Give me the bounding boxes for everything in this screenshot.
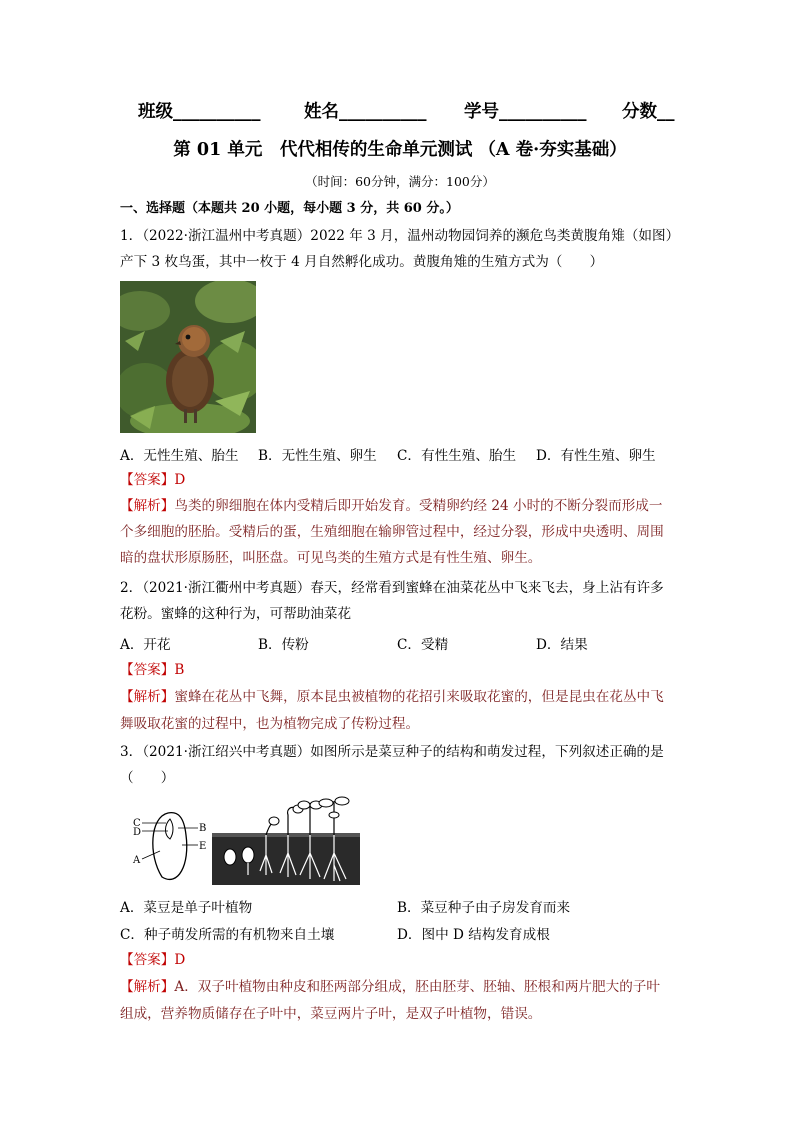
q1-answer xyxy=(120,470,185,490)
score-field: 分数__ xyxy=(622,102,675,122)
q1-stem-line2: 产下 3 枚鸟蛋，其中一枚于 4 月自然孵化成功。黄腹角雉的生殖方式为（ ） xyxy=(120,254,604,270)
q1-option-a: A．无性生殖、胎生 xyxy=(120,448,239,464)
q1-stem-line1: 1．（2022·浙江温州中考真题）2022 年 3 月，温州动物园饲养的濒危鸟类黄腹角雉（如图） xyxy=(120,228,680,244)
q2-analysis-line1: 【解析】蜜蜂在花丛中飞舞，原本昆虫被植物的花招引来吸取花蜜的，但是昆虫在花丛中飞 xyxy=(120,689,664,705)
q3-option-c: C．种子萌发所需的有机物来自土壤 xyxy=(120,927,335,943)
label-c: C xyxy=(133,818,141,829)
q2-analysis-line2: 舞吸取花蜜的过程中，也为植物完成了传粉过程。 xyxy=(120,716,420,732)
q3-answer xyxy=(120,950,185,970)
q3-analysis-line1: 【解析】A．双子叶植物由种皮和胚两部分组成，胚由胚芽、胚轴、胚根和两片肥大的子叶 xyxy=(120,979,660,995)
class-field: 班级__________ xyxy=(138,102,261,122)
analysis-label: 【解析】 xyxy=(120,979,175,995)
label-a: A xyxy=(133,855,141,866)
q1-analysis-line2: 个多细胞的胚胎。受精后的蛋，生殖细胞在输卵管过程中，经过分裂，形成中央透明、周围 xyxy=(120,524,664,540)
q1-option-b: B．无性生殖、卵生 xyxy=(258,448,377,464)
page-title: 第 01 单元 代代相传的生命单元测试 （A 卷·夯实基础） xyxy=(173,140,627,160)
q1-analysis-line1: 【解析】鸟类的卵细胞在体内受精后即开始发育。受精卵约经 24 小时的不断分裂而形成一 xyxy=(120,498,663,514)
seed-germination-diagram xyxy=(120,795,360,885)
exam-time-info: （时间：60分钟，满分：100分） xyxy=(305,174,495,189)
analysis-label: 【解析】 xyxy=(120,498,175,514)
analysis-label: 【解析】 xyxy=(120,689,175,705)
label-d: D xyxy=(133,827,142,838)
answer-value: D xyxy=(174,472,186,488)
q3-option-a: A．菜豆是单子叶植物 xyxy=(120,900,253,916)
answer-value: D xyxy=(174,952,186,968)
section-heading: 一、选择题（本题共 20 小题，每小题 3 分，共 60 分。） xyxy=(120,201,459,216)
answer-label: 【答案】 xyxy=(120,662,175,678)
q2-answer xyxy=(120,660,184,680)
pheasant-chick-photo xyxy=(120,281,256,433)
label-e: E xyxy=(199,841,207,852)
q2-stem-line2: 花粉。蜜蜂的这种行为，可帮助油菜花 xyxy=(120,606,352,622)
q1-analysis-line3: 暗的盘状形原肠胚，叫胚盘。可见鸟类的生殖方式是有性生殖、卵生。 xyxy=(120,550,542,566)
q2-option-d: D．结果 xyxy=(536,637,588,653)
q3-stem-line1: 3．（2021·浙江绍兴中考真题）如图所示是菜豆种子的结构和萌发过程，下列叙述正确的是 xyxy=(120,744,664,760)
q2-option-b: B．传粉 xyxy=(258,637,309,653)
answer-label: 【答案】 xyxy=(120,472,175,488)
q3-option-d: D．图中 D 结构发育成根 xyxy=(397,927,550,943)
student-id-field: 学号__________ xyxy=(464,102,587,122)
q1-option-c: C．有性生殖、胎生 xyxy=(397,448,517,464)
q2-option-a: A．开花 xyxy=(120,637,171,653)
q1-option-d: D．有性生殖、卵生 xyxy=(536,448,656,464)
q2-option-c: C．受精 xyxy=(397,637,449,653)
label-b: B xyxy=(199,823,207,834)
q3-option-b: B．菜豆种子由子房发育而来 xyxy=(397,900,571,916)
name-field: 姓名__________ xyxy=(304,102,427,122)
q2-stem-line1: 2．（2021·浙江衢州中考真题）春天，经常看到蜜蜂在油菜花丛中飞来飞去，身上沾有许多 xyxy=(120,580,664,596)
answer-value: B xyxy=(174,662,185,678)
answer-label: 【答案】 xyxy=(120,952,175,968)
q3-stem-line2: （ ） xyxy=(120,770,175,786)
q3-analysis-line2: 组成，营养物质储存在子叶中，菜豆两片子叶，是双子叶植物，错误。 xyxy=(120,1006,542,1022)
